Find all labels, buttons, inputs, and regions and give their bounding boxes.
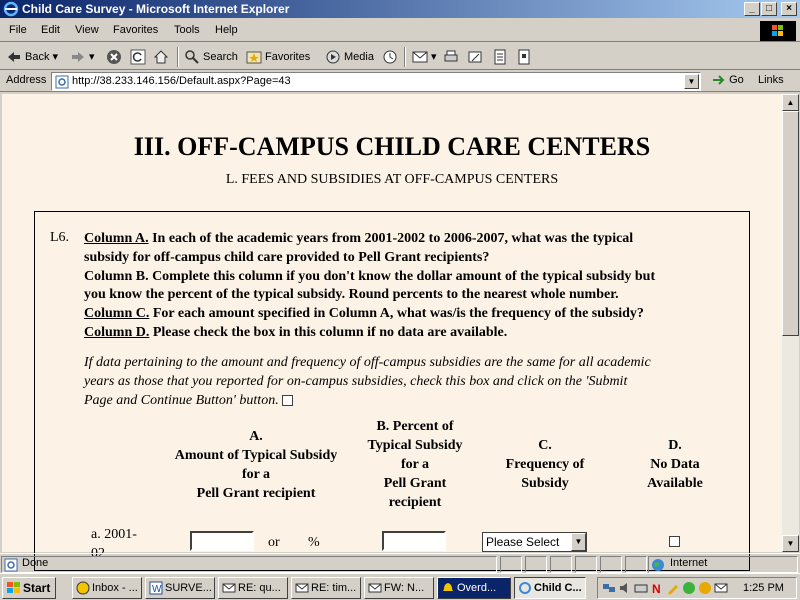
percent-sign: % bbox=[308, 535, 320, 550]
close-button[interactable]: × bbox=[781, 2, 797, 16]
task-inbox[interactable]: Inbox - ... bbox=[72, 577, 142, 599]
media-icon bbox=[325, 49, 341, 65]
links-button[interactable]: Links bbox=[758, 74, 784, 86]
menu-bar bbox=[0, 20, 800, 42]
home-icon bbox=[153, 49, 169, 65]
network-icon[interactable] bbox=[602, 581, 616, 595]
media-label: Media bbox=[344, 51, 374, 63]
no-data-checkbox-2001-02[interactable] bbox=[669, 536, 680, 547]
messenger-button[interactable] bbox=[516, 47, 535, 67]
address-bar bbox=[0, 70, 800, 92]
menu-tools[interactable]: Tools bbox=[174, 24, 200, 36]
mail-icon bbox=[412, 49, 428, 65]
history-button[interactable] bbox=[382, 47, 401, 67]
messenger-icon bbox=[516, 49, 532, 65]
task-fw-n[interactable]: FW: N... bbox=[364, 577, 434, 599]
printer-icon bbox=[443, 49, 459, 65]
go-label: Go bbox=[729, 74, 744, 86]
mail-button[interactable]: ▾ bbox=[412, 47, 437, 67]
same-as-oncampus-note: If data pertaining to the amount and frequency of off-campus subsidies are the same for all academic years as those that you reported for on-campus subsidies, check this box and click on the 'Submit Page and Continue Button' button. bbox=[84, 355, 651, 408]
windows-flag-icon bbox=[7, 582, 20, 594]
go-arrow-icon bbox=[712, 74, 726, 86]
mail-icon bbox=[222, 581, 236, 595]
vertical-scrollbar[interactable] bbox=[782, 94, 799, 552]
search-button[interactable] bbox=[184, 47, 238, 67]
bell-icon bbox=[441, 581, 455, 595]
address-input[interactable] bbox=[51, 72, 701, 91]
column-d-header: D. No Data Available bbox=[647, 438, 703, 491]
discuss-icon bbox=[492, 49, 508, 65]
question-panel bbox=[34, 211, 750, 571]
stop-icon bbox=[106, 49, 122, 65]
status-text: Done bbox=[22, 557, 49, 569]
ie-logo-icon bbox=[3, 1, 19, 17]
search-label: Search bbox=[203, 51, 238, 63]
menu-view[interactable]: View bbox=[75, 24, 99, 36]
column-c-header: C. Frequency of Subsidy bbox=[505, 438, 585, 491]
scroll-down-button[interactable]: ▼ bbox=[782, 535, 799, 552]
system-tray bbox=[597, 577, 797, 599]
address-url: http://38.233.146.156/Default.aspx?Page=43 bbox=[72, 75, 291, 87]
row-label-2001-02: a. 2001- 02 bbox=[91, 527, 137, 561]
back-arrow-icon bbox=[6, 49, 22, 65]
back-button[interactable]: Back ▾ bbox=[6, 47, 58, 67]
outlook-icon bbox=[76, 581, 90, 595]
back-label: Back bbox=[25, 51, 50, 63]
svg-text:W: W bbox=[152, 584, 162, 595]
amount-input-2001-02[interactable] bbox=[190, 531, 254, 551]
internet-zone-icon bbox=[651, 558, 665, 572]
history-icon bbox=[382, 49, 398, 65]
refresh-icon bbox=[130, 49, 146, 65]
window-title: Child Care Survey - Microsoft Internet Explorer bbox=[22, 2, 290, 16]
media-button[interactable] bbox=[325, 47, 374, 67]
svg-text:N: N bbox=[652, 582, 661, 596]
column-a-header: A. Amount of Typical Subsidy for a Pell Grant recipient bbox=[174, 429, 338, 501]
task-re-qu[interactable]: RE: qu... bbox=[218, 577, 288, 599]
percent-input-2001-02[interactable] bbox=[382, 531, 446, 551]
chevron-down-icon: ▼ bbox=[571, 533, 586, 551]
pencil-icon[interactable] bbox=[666, 581, 680, 595]
maximize-button[interactable]: □ bbox=[761, 2, 777, 16]
status-bar bbox=[0, 553, 800, 573]
word-icon bbox=[149, 581, 163, 595]
favorites-star-icon bbox=[246, 49, 262, 65]
page-content bbox=[2, 94, 782, 561]
mail-icon bbox=[368, 581, 382, 595]
home-button[interactable] bbox=[153, 47, 172, 67]
search-icon bbox=[184, 49, 200, 65]
address-dropdown-button[interactable]: ▼ bbox=[684, 74, 699, 89]
menu-file[interactable]: File bbox=[9, 24, 27, 36]
task-child-care[interactable]: Child C... bbox=[514, 577, 586, 599]
section-title: III. OFF-CAMPUS CHILD CARE CENTERS bbox=[133, 132, 651, 161]
subsection-title: L. FEES AND SUBSIDIES AT OFF-CAMPUS CENTERS bbox=[225, 172, 559, 187]
edit-icon bbox=[467, 49, 483, 65]
stop-button[interactable] bbox=[106, 47, 125, 67]
task-re-tim[interactable]: RE: tim... bbox=[291, 577, 361, 599]
taskbar bbox=[0, 573, 800, 600]
minimize-button[interactable]: _ bbox=[744, 2, 760, 16]
favorites-label: Favorites bbox=[265, 51, 311, 63]
menu-edit[interactable]: Edit bbox=[41, 24, 60, 36]
task-overdue[interactable]: Overd... bbox=[437, 577, 511, 599]
question-text: Column A. In each of the academic years from 2001-2002 to 2006-2007, what was the typical subsidy for off-campus child care provided to Pell Grant recipients? Column B. Complete this column if you don't know the dollar amount of the typical subsidy but you know the percent of the typical subsidy. Round percents to the nearest whole number. Column C. For each amount specified in Column A, what was/is the frequency of the subsidy? Column D. Please check the box in this column if no data are available. bbox=[84, 231, 656, 340]
question-number: L6. bbox=[50, 230, 70, 245]
edit-button[interactable] bbox=[467, 47, 486, 67]
task-survey-doc[interactable]: W SURVE... bbox=[145, 577, 215, 599]
mail-icon bbox=[295, 581, 309, 595]
start-label: Start bbox=[23, 581, 51, 595]
clock: 1:25 PM bbox=[743, 582, 784, 594]
menu-help[interactable]: Help bbox=[215, 24, 238, 36]
frequency-select-value: Please Select bbox=[486, 535, 560, 549]
or-label: or bbox=[268, 535, 280, 550]
standard-toolbar bbox=[0, 43, 800, 70]
forward-button[interactable]: ▾ bbox=[70, 47, 95, 67]
sync-icon[interactable] bbox=[698, 581, 712, 595]
forward-arrow-icon bbox=[70, 49, 86, 65]
menu-favorites[interactable]: Favorites bbox=[113, 24, 159, 36]
refresh-button[interactable] bbox=[130, 47, 149, 67]
norton-icon[interactable] bbox=[650, 581, 664, 595]
go-button[interactable] bbox=[712, 74, 744, 86]
title-bar bbox=[0, 0, 800, 18]
discuss-button[interactable] bbox=[492, 47, 511, 67]
scroll-up-button[interactable]: ▲ bbox=[782, 94, 799, 111]
zone-text: Internet bbox=[670, 557, 708, 569]
address-label: Address bbox=[6, 74, 47, 86]
print-button[interactable] bbox=[443, 47, 462, 67]
page-icon bbox=[55, 75, 69, 89]
page-done-icon bbox=[4, 558, 18, 572]
scroll-thumb[interactable] bbox=[782, 111, 799, 336]
windows-flag-icon bbox=[760, 21, 796, 41]
mail-icon[interactable] bbox=[714, 581, 728, 595]
start-button[interactable] bbox=[2, 577, 56, 599]
ie-logo-icon bbox=[518, 581, 532, 595]
same-as-oncampus-checkbox[interactable] bbox=[282, 395, 293, 406]
frequency-select-2001-02[interactable] bbox=[482, 532, 587, 552]
messenger-icon[interactable] bbox=[682, 581, 696, 595]
column-b-header: B. Percent of Typical Subsidy for a Pell Grant recipient bbox=[367, 419, 463, 510]
volume-icon[interactable] bbox=[618, 581, 632, 595]
favorites-button[interactable] bbox=[246, 47, 310, 67]
keyboard-icon[interactable] bbox=[634, 581, 648, 595]
